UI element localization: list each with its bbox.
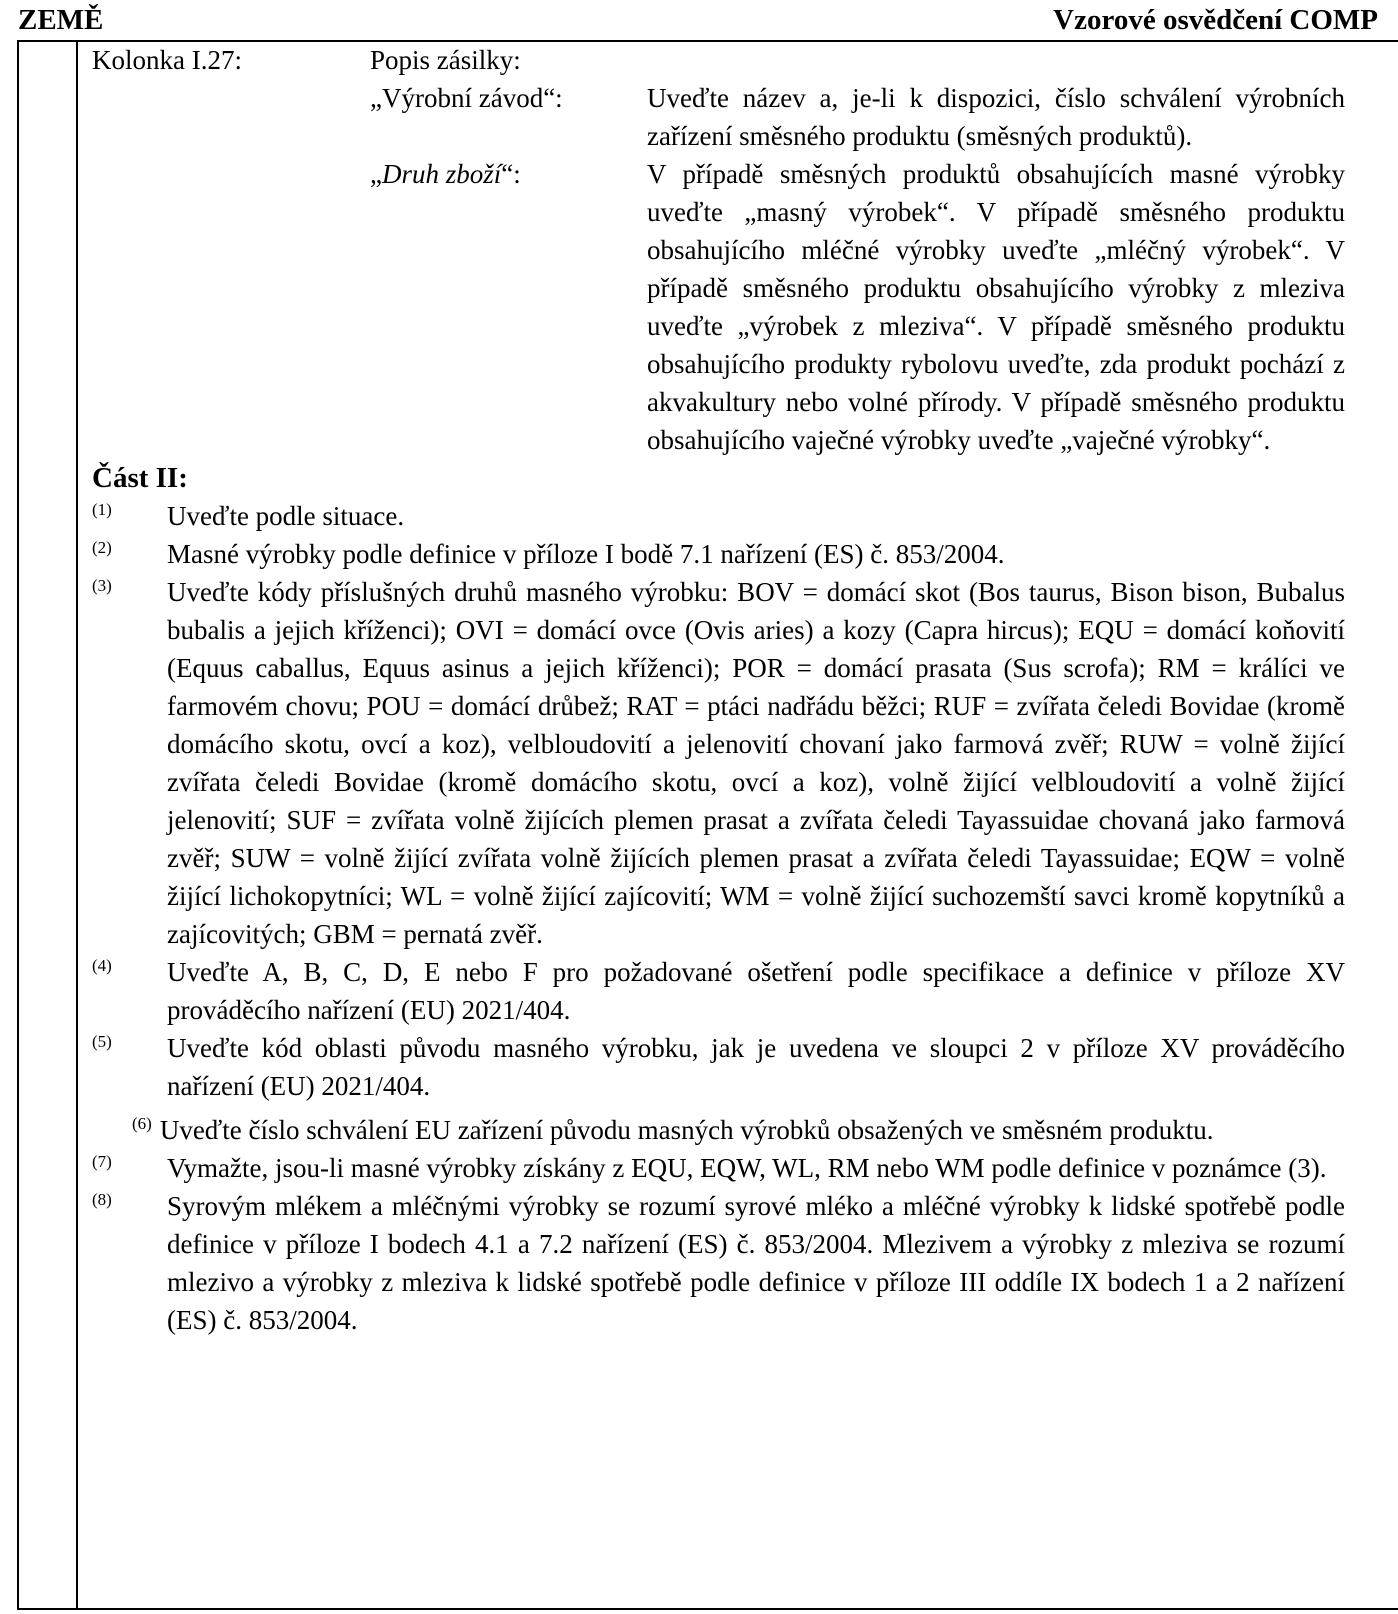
footnote-text: Syrovým mlékem a mléčnými výrobky se rozumí syrové mléko a mléčné výrobky k lidské spotřebě podle definice v příloze I bodech 4.1 a 7.2 nařízení (ES) č. 853/2004. Mlezivem a výrobky z mleziva se rozumí mlezivo a výrobky z mleziva k lidské spotřebě podle definice v příloze III oddíle IX bodech 1 a 2 nařízení (ES) č. 853/2004. (167, 1191, 1345, 1335)
field-label: „Výrobní závod“: (370, 83, 563, 113)
field-commodity-type (92, 155, 1382, 459)
box-title: Popis zásilky: (370, 45, 521, 75)
footnote-number: (3) (92, 576, 112, 595)
box-label: Kolonka I.27: (92, 45, 242, 75)
footnote-number: (1) (92, 500, 112, 519)
field-text: Uveďte název a, je-li k dispozici, číslo schválení výrobních zařízení směsného produktu (směsných produktů). (647, 83, 1345, 151)
field-text: V případě směsných produktů obsahujících masné výrobky uveďte „masný výrobek“. V případě směsného produktu obsahujícího mléčné výrobky uveďte „mléčný výrobek“. V případě směsného produktu obsahujícího výrobky z mleziva uveďte „výrobek z mleziva“. V případě směsného produktu obsahujícího produkty rybolovu uveďte, zda produkt pochází z akvakultury nebo volné přírody. V případě směsného produktu obsahujícího vaječné výrobky uveďte „vaječné výrobky“. (647, 159, 1345, 455)
footnote-number: (6) (132, 1114, 152, 1133)
document-content (92, 41, 1382, 1339)
footnote (92, 953, 1345, 1029)
header-model-certificate: Vzorové osvědčení COMP (1053, 4, 1378, 36)
footnote-number: (2) (92, 538, 112, 557)
footnote-text: Masné výrobky podle definice v příloze I bodě 7.1 nařízení (ES) č. 853/2004. (167, 539, 1005, 569)
section-title: Část II: (92, 462, 188, 494)
footnote-number: (4) (92, 956, 112, 975)
left-column-divider (76, 40, 78, 1610)
footnote-number: (8) (92, 1190, 112, 1209)
footnotes (92, 497, 1345, 1339)
footnote-text: Uveďte kód oblasti původu masného výrobku, jak je uvedena ve sloupci 2 v příloze XV prováděcího nařízení (EU) 2021/404. (167, 1033, 1345, 1101)
box-heading (92, 41, 1382, 79)
footnote-text: Uveďte číslo schválení EU zařízení původu masných výrobků obsažených ve směsném produktu. (159, 1115, 1214, 1145)
field-label: „Druh zboží“: (370, 159, 521, 189)
footnote (92, 1187, 1345, 1339)
footnote (92, 535, 1345, 573)
footnote-text: Uveďte podle situace. (167, 501, 405, 531)
header-country: ZEMĚ (18, 4, 104, 36)
footnote-text: Uveďte kódy příslušných druhů masného výrobku: BOV = domácí skot (Bos taurus, Bison bison, Bubalus bubalis a jejich kříženci); OVI = domácí ovce (Ovis aries) a kozy (Capra hircus); EQU = domácí koňovití (Equus caballus, Equus asinus a jejich kříženci); POR = domácí prasata (Sus scrofa); RM = králíci ve farmovém chovu; POU = domácí drůbež; RAT = ptáci nadřádu běžci; RUF = zvířata čeledi Bovidae (kromě domácího skotu, ovcí a koz), velbloudovití a jelenovití chovaní jako farmová zvěř; RUW = volně žijící zvířata čeledi Bovidae (kromě domácího skotu, ovcí a koz), volně žijící velbloudovití a volně žijící jelenovití; SUF = zvířata volně žijících plemen prasat a zvířata čeledi Tayassuidae chovaná jako farmová zvěř; SUW = volně žijící zvířata volně žijících plemen prasat a zvířata čeledi Tayassuidae; EQW = volně žijící lichokopytníci; WL = volně žijící zajícovití; WM = volně žijící suchozemští savci kromě kopytníků a zajícovitých; GBM = pernatá zvěř. (167, 577, 1345, 949)
footnote-text: Vymažte, jsou-li masné výrobky získány z EQU, EQW, WL, RM nebo WM podle definice v poznámce (3). (167, 1153, 1327, 1183)
field-production-plant (92, 79, 1382, 155)
footnote-number: (5) (92, 1032, 112, 1051)
footnote (92, 1029, 1345, 1105)
footnote (92, 1149, 1345, 1187)
footnote (92, 573, 1345, 953)
footnote-text: Uveďte A, B, C, D, E nebo F pro požadované ošetření podle specifikace a definice v příloze XV prováděcího nařízení (EU) 2021/404. (167, 957, 1345, 1025)
footnote (92, 1105, 1345, 1149)
footnote-number: (7) (92, 1152, 112, 1171)
footnote (92, 497, 1345, 535)
